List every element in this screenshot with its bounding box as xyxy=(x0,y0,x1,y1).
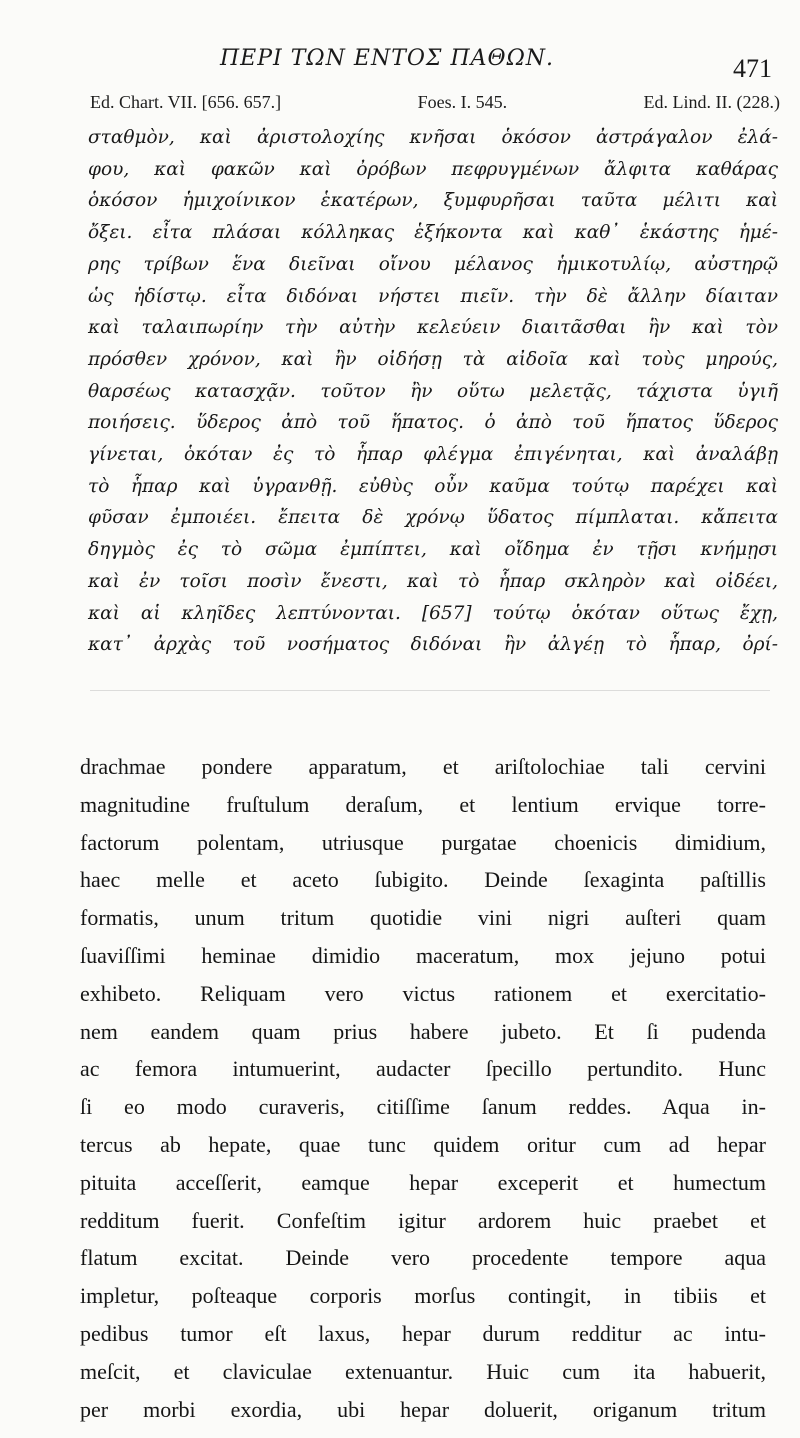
edition-ref-foes: Foes. I. 545. xyxy=(417,92,508,112)
greek-line: ὄξει. εἶτα πλάσαι κόλληκας ἑξήκοντα καὶ καθ᾽ ἑκάστης ἡμέ- xyxy=(88,222,778,244)
greek-line: ρης τρίβων ἕνα διεῖναι οἴνου μέλανος ἡμικοτυλίῳ, αὐστηρῷ xyxy=(88,253,778,275)
latin-line: ſi eo modo curaveris, citiſſime ſanum reddes. Aqua in- xyxy=(80,1094,766,1120)
greek-line: φου, καὶ φακῶν καὶ ὀρόβων πεφρυγμένων ἄλφιτα καθάρας xyxy=(88,158,778,180)
greek-line: κατ᾽ ἀρχὰς τοῦ νοσήματος διδόναι ἢν ἀλγέῃ τὸ ἧπαρ, ὀρί- xyxy=(88,634,778,656)
edition-references xyxy=(90,92,780,113)
page-number: 471 xyxy=(733,54,772,83)
running-title: ΠΕΡΙ ΤΩΝ ΕΝΤΟΣ ΠΑΘΩΝ. xyxy=(220,46,555,71)
greek-line: θαρσέως κατασχᾷν. τοῦτον ἢν οὕτω μελετᾷς, τάχιστα ὑγιῆ xyxy=(88,380,778,402)
greek-line: τὸ ἧπαρ καὶ ὑγρανθῇ. εὐθὺς οὖν καῦμα τούτῳ παρέχει καὶ xyxy=(88,475,778,497)
latin-line: nem eandem quam prius habere jubeto. Et ſi pudenda xyxy=(80,1018,766,1044)
latin-line: ſuaviſſimi heminae dimidio maceratum, mox jejuno potui xyxy=(80,942,766,968)
greek-line: καὶ ἐν τοῖσι ποσὶν ἔνεστι, καὶ τὸ ἧπαρ σκληρὸν καὶ οἰδέει, xyxy=(88,570,778,592)
greek-line: καὶ ταλαιπωρίην τὴν αὐτὴν κελεύειν διαιτᾶσθαι ἣν καὶ τὸν xyxy=(88,317,778,339)
latin-line: magnitudine fruſtulum deraſum, et lentium ervique torre- xyxy=(80,791,766,817)
latin-line: meſcit, et claviculae extenuantur. Huic cum ita habuerit, xyxy=(80,1358,766,1384)
latin-line: impletur, poſteaque corporis morſus contingit, in tibiis et xyxy=(80,1283,766,1309)
latin-line: tercus ab hepate, quae tunc quidem oritur cum ad hepar xyxy=(80,1131,766,1157)
latin-line: per morbi exordia, ubi hepar doluerit, origanum tritum xyxy=(80,1396,766,1422)
greek-line: καὶ αἱ κληῖδες λεπτύνονται. [657] τούτῳ ὁκόταν οὕτως ἔχῃ, xyxy=(88,602,778,624)
latin-line: drachmae pondere apparatum, et ariſtolochiae tali cervini xyxy=(80,754,766,779)
greek-line: σταθμὸν, καὶ ἀριστολοχίης κνῆσαι ὁκόσον ἀστράγαλον ἐλά- xyxy=(88,127,778,148)
latin-line: flatum excitat. Deinde vero procedente tempore aqua xyxy=(80,1245,766,1271)
latin-line: pedibus tumor eſt laxus, hepar durum redditur ac intu- xyxy=(80,1320,766,1346)
latin-line: haec melle et aceto ſubigito. Deinde ſexaginta paſtillis xyxy=(80,867,766,893)
greek-text-block xyxy=(88,122,778,661)
greek-line: δηγμὸς ἐς τὸ σῶμα ἐμπίπτει, καὶ οἴδημα ἐν τῇσι κνήμῃσι xyxy=(88,539,778,561)
section-divider xyxy=(90,690,770,691)
greek-line: γίνεται, ὁκόταν ἐς τὸ ἧπαρ φλέγμα ἐπιγένηται, καὶ ἀναλάβῃ xyxy=(88,444,778,466)
edition-ref-chart: Ed. Chart. VII. [656. 657.] xyxy=(90,92,282,112)
greek-line: ὡς ἡδίστῳ. εἶτα διδόναι νήστει πιεῖν. τὴν δὲ ἄλλην δίαιταν xyxy=(88,285,778,307)
edition-ref-lind: Ed. Lind. II. (228.) xyxy=(643,92,780,112)
latin-text-block xyxy=(80,748,766,1428)
greek-line: πρόσθεν χρόνον, καὶ ἢν οἰδήσῃ τὰ αἰδοῖα καὶ τοὺς μηρούς, xyxy=(88,348,778,370)
latin-line: ac femora intumuerint, audacter ſpecillo pertundito. Hunc xyxy=(80,1056,766,1082)
latin-line: formatis, unum tritum quotidie vini nigri auſteri quam xyxy=(80,905,766,931)
latin-line: factorum polentam, utriusque purgatae choenicis dimidium, xyxy=(80,829,766,855)
greek-line: ὁκόσον ἡμιχοίνικον ἑκατέρων, ξυμφυρῆσαι ταῦτα μέλιτι καὶ xyxy=(88,190,778,212)
greek-line: φῦσαν ἐμποιέει. ἔπειτα δὲ χρόνῳ ὕδατος πίμπλαται. κἄπειτα xyxy=(88,507,778,529)
greek-line: ποιήσεις. ὕδερος ἀπὸ τοῦ ἥπατος. ὁ ἀπὸ τοῦ ἥπατος ὕδερος xyxy=(88,412,778,434)
latin-line: pituita acceſſerit, eamque hepar exceperit et humectum xyxy=(80,1169,766,1195)
latin-line: exhibeto. Reliquam vero victus rationem et exercitatio- xyxy=(80,980,766,1006)
latin-line: redditum fuerit. Confeſtim igitur ardorem huic praebet et xyxy=(80,1207,766,1233)
